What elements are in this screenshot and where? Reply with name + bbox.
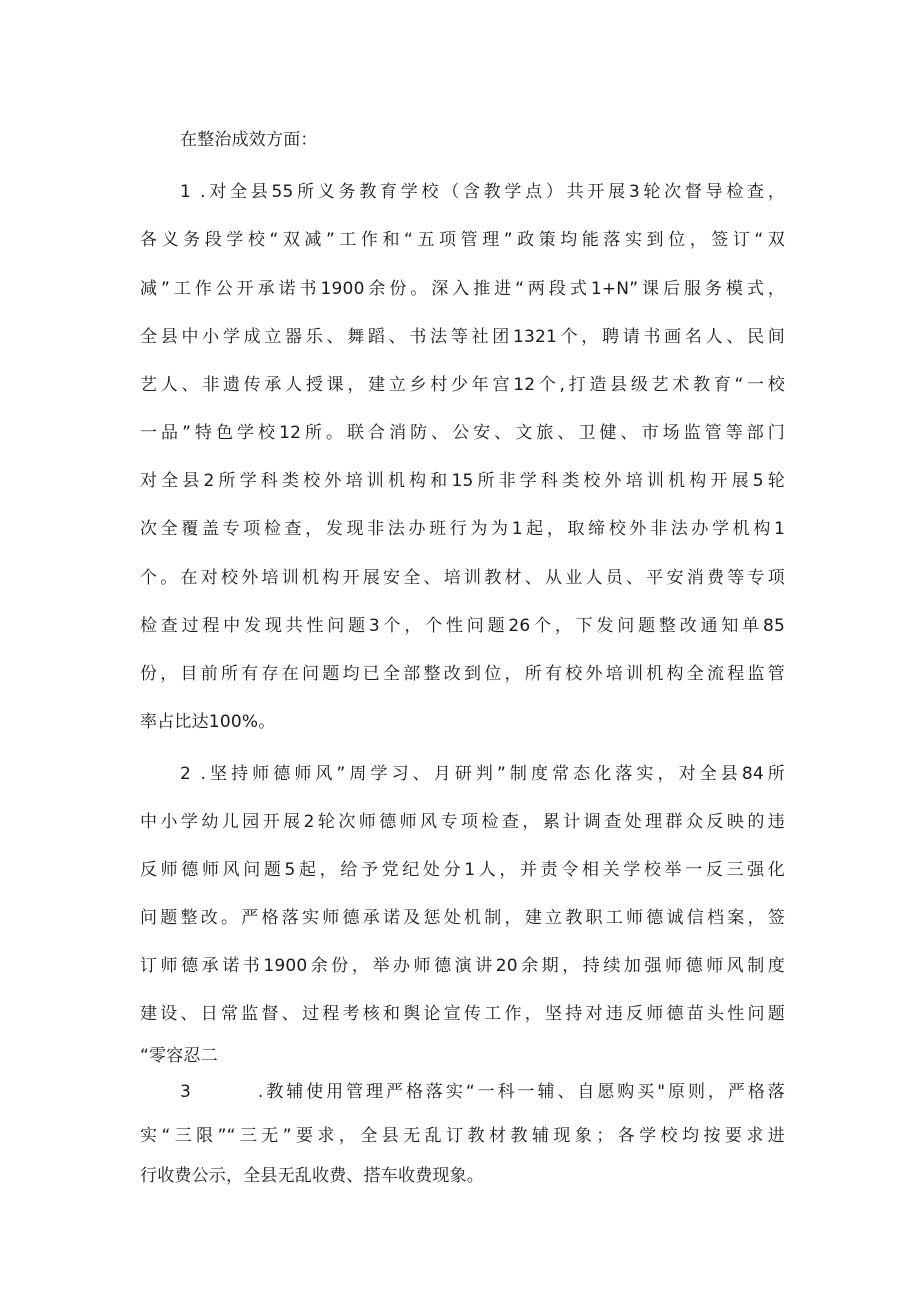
- paragraph-1-line-8: 次全覆盖专项检查，发现非法办班行为为1起，取缔校外非法办学机构1: [140, 519, 785, 539]
- paragraph-1-line-11: 份，目前所有存在问题均已全部整改到位，所有校外培训机构全流程监管: [140, 664, 785, 684]
- paragraph-1-line-3: 减”工作公开承诺书1900余份。深入推进“两段式1+N”课后服务模式，: [140, 279, 785, 299]
- paragraph-3-line-3: 行收费公示，全县无乱收费、搭车收费现象。: [140, 1166, 484, 1186]
- paragraph-2-line-2: 中小学幼儿园开展2轮次师德师风专项检查，累计调查处理群众反映的违: [140, 812, 785, 832]
- paragraph-2-line-1: 2 .坚持师德师风”周学习、月研判”制度常态化落实，对全县84所: [180, 764, 785, 784]
- paragraph-1-line-6: 一品”特色学校12所。联合消防、公安、文旅、卫健、市场监管等部门: [140, 423, 785, 443]
- paragraph-1-line-5: 艺人、非遗传承人授课，建立乡村少年宫12个,打造县级艺术教育“一校: [140, 375, 785, 395]
- paragraph-1-line-4: 全县中小学成立器乐、舞蹈、书法等社团1321个，聘请书画名人、民间: [140, 327, 785, 347]
- paragraph-1-line-10: 检查过程中发现共性问题3个，个性问题26个，下发问题整改通知单85: [140, 616, 785, 636]
- paragraph-2-line-6: 建设、日常监督、过程考核和舆论宣传工作，坚持对违反师德苗头性问题: [140, 1004, 785, 1024]
- paragraph-3-line-1: 3 .教辅使用管理严格落实“一科一辅、自愿购买"原则，严格落: [180, 1082, 785, 1102]
- paragraph-1-line-1: 1 .对全县55所义务教育学校（含教学点）共开展3轮次督导检查，: [180, 182, 785, 202]
- paragraph-1-line-7: 对全县2所学科类校外培训机构和15所非学科类校外培训机构开展5轮: [140, 471, 785, 491]
- paragraph-2-line-3: 反师德师风问题5起，给予党纪处分1人，并责令相关学校举一反三强化: [140, 860, 785, 880]
- paragraph-2-line-5: 订师德承诺书1900余份，举办师德演讲20余期，持续加强师德师风制度: [140, 956, 785, 976]
- section-heading: 在整治成效方面：: [180, 130, 318, 150]
- paragraph-3-line-2: 实“三限”“三无”要求，全县无乱订教材教辅现象；各学校均按要求进: [140, 1126, 785, 1146]
- paragraph-2-line-7: “零容忍二: [140, 1046, 218, 1066]
- paragraph-1-line-2: 各义务段学校“双减”工作和“五项管理”政策均能落实到位，签订“双: [140, 230, 785, 250]
- paragraph-1-line-12: 率占比达100%。: [140, 712, 276, 732]
- paragraph-2-line-4: 问题整改。严格落实师德承诺及惩处机制，建立教职工师德诚信档案，签: [140, 908, 785, 928]
- paragraph-1-line-9: 个。在对校外培训机构开展安全、培训教材、从业人员、平安消费等专项: [140, 568, 785, 588]
